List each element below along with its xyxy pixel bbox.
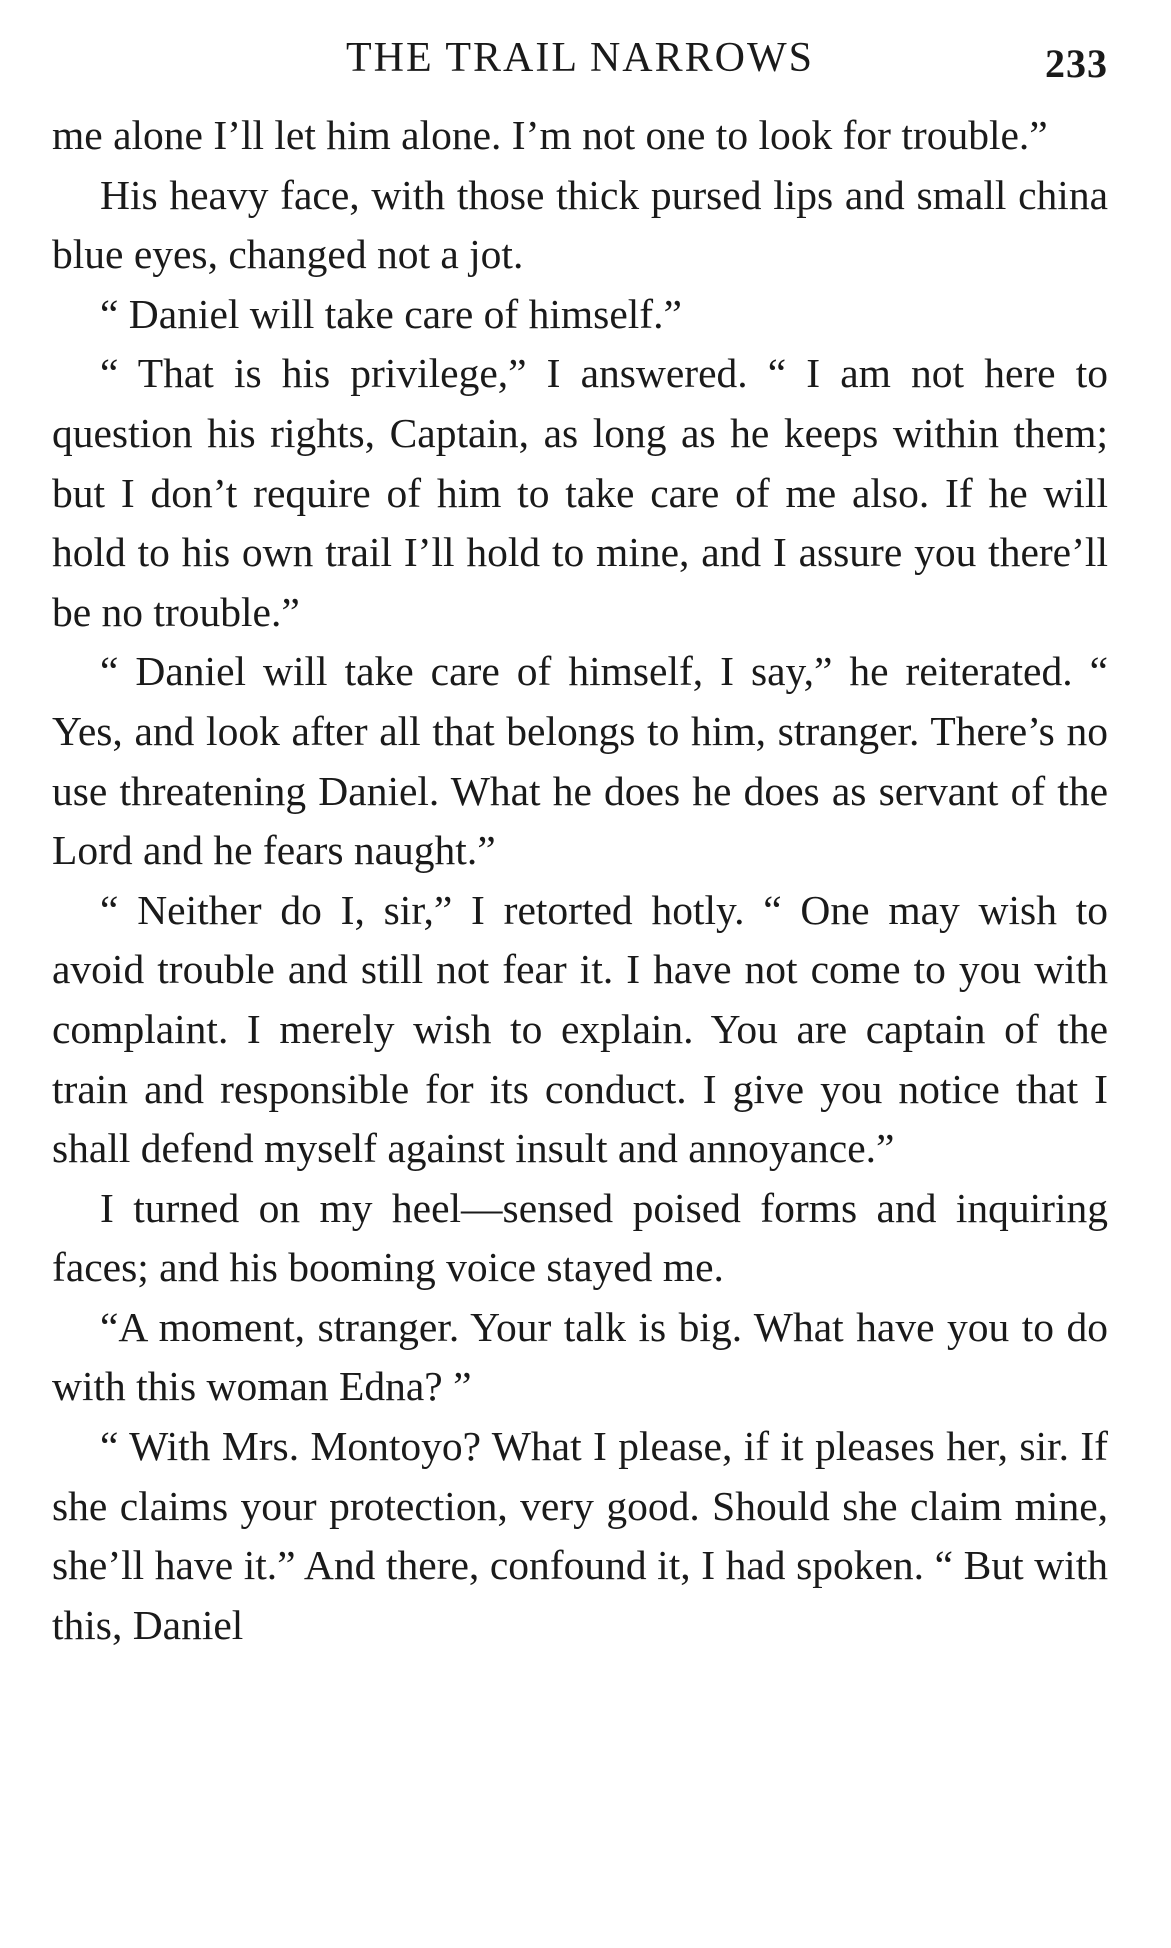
paragraph: His heavy face, with those thick pursed lips and small china blue eyes, changed not a jot.	[52, 171, 1108, 278]
body-text	[52, 106, 1108, 1655]
running-title: THE TRAIL NARROWS	[346, 35, 814, 81]
paragraph: “ Daniel will take care of himself, I say,” he reiterated. “ Yes, and look after all that belongs to him, stranger. There’s no use threatening Daniel. What he does he does as servant of the Lord and he fears naught.”	[52, 648, 1108, 874]
paragraph: “A moment, stranger. Your talk is big. What have you to do with this woman Edna? ”	[52, 1303, 1108, 1410]
paragraph: “ Neither do I, sir,” I retorted hotly. “ One may wish to avoid trouble and still not fear it. I have not come to you with complaint. I merely wish to explain. You are captain of the train and responsible for its conduct. I give you notice that I shall defend myself against insult and annoyance.”	[52, 886, 1108, 1172]
paragraph: “ That is his privilege,” I answered. “ I am not here to question his rights, Captain, as long as he keeps within them; but I don’t require of him to take care of me also. If he will hold to his own trail I’ll hold to mine, and I assure you there’ll be no trouble.”	[52, 350, 1108, 635]
page-number: 233	[1045, 41, 1108, 86]
book-page	[52, 34, 1108, 1655]
paragraph: “ Daniel will take care of himself.”	[100, 290, 682, 337]
running-head	[52, 34, 1108, 98]
paragraph: “ With Mrs. Montoyo? What I please, if it pleases her, sir. If she claims your protection, very good. Should she claim mine, she’ll have it.” And there, confound it, I had spoken. “ But with this, Daniel	[52, 1423, 1108, 1648]
paragraph-continued: me alone I’ll let him alone. I’m not one to look for trouble.”	[52, 112, 1048, 158]
paragraph: I turned on my heel—sensed poised forms and inquiring faces; and his booming voice stayed me.	[52, 1184, 1108, 1291]
